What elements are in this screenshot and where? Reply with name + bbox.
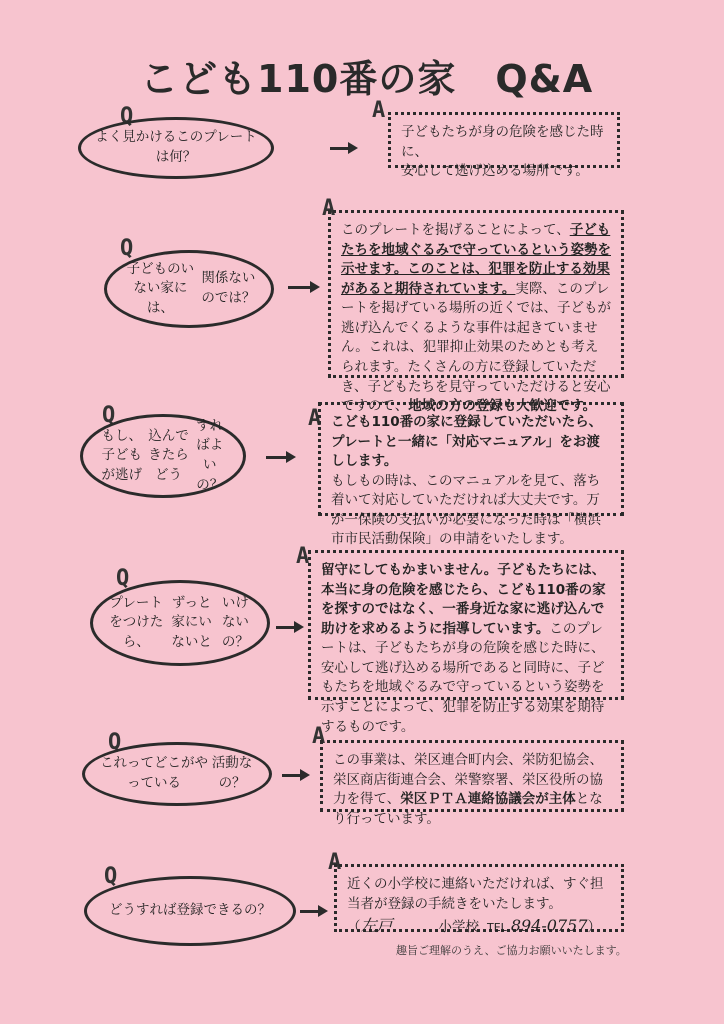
answer-4-part-2: このプレートは、子どもたちが身の危険を感じた時に、安心して逃げ込める場所であると同時に、子どもたちを地域ぐるみで守っているという姿勢を示すことによって、犯罪を防止する効果を期待するものです。 — [321, 620, 605, 735]
arrow-4 — [276, 626, 296, 629]
question-text-1: よく見かけるこのプレートは何？ — [95, 129, 257, 165]
school-suffix: 小学校 — [438, 919, 480, 936]
answer-5-part-1: この事業は、栄区連合町内会、栄防犯協会、栄区商店街連合会、栄警察署、栄区役所の協力を得て、 — [333, 752, 603, 808]
a-label-2: A — [322, 196, 336, 221]
answer-2-welcome: 地域の方の登録も大歓迎です。 — [408, 398, 597, 415]
tel-number-handwritten: 894-0757 — [510, 916, 588, 936]
question-2-line-1: 子どものいない家には、 — [126, 260, 195, 316]
answer-6-part-1: 近くの小学校に連絡いただければ、すぐ担当者が登録の手続きをいたします。 — [347, 876, 604, 912]
q-label-1: Q — [120, 104, 134, 129]
answer-3-part-2: もしもの時は、このマニュアルを見て、落ち着いて対応していただければ大丈夫です。万が一保険の支払いが必要になった時は「横浜市市民活動保険」の申請をいたします。 — [331, 472, 601, 548]
question-3-line-1: もし、子どもが逃げ — [101, 427, 142, 483]
q-label-6: Q — [104, 864, 118, 889]
question-2-line-2: 関係ないのでは？ — [201, 270, 256, 306]
question-oval-2 — [104, 250, 274, 328]
answer-box-4 — [308, 550, 624, 735]
q-label-2: Q — [120, 236, 134, 261]
q-label-5: Q — [108, 730, 122, 755]
answer-5-organizer: 栄区ＰＴＡ連絡協議会が主体 — [400, 791, 576, 808]
question-5-line-1: これってどこがやっている — [100, 755, 209, 791]
question-oval-1 — [78, 117, 274, 179]
answer-2-part-1: このプレートを掲げることによって、 — [341, 222, 570, 238]
question-5-line-2: 活動なの？ — [211, 755, 253, 791]
a-label-3: A — [308, 406, 322, 431]
arrow-3 — [266, 456, 288, 459]
answer-2-part-3: 実際、このプレートを掲げている場所の近くでは、子どもが逃げ込んでくるような事件は起きていません。これは、犯罪抑止効果のためとも考えられます。たくさんの方に登録していただき、子どもたちを見守っていただけると安心ですので、 — [341, 280, 611, 415]
q-label-3: Q — [102, 403, 116, 428]
a-label-1: A — [372, 98, 386, 123]
tel-label: TEL — [487, 921, 507, 935]
answer-box-5 — [320, 740, 624, 827]
a-label-6: A — [328, 850, 342, 875]
answer-5-part-3: となり行っています。 — [333, 791, 603, 827]
question-oval-6 — [84, 876, 296, 946]
question-text-6: どうすれば登録できるの？ — [109, 902, 271, 919]
question-3-line-3: すればよいの？ — [196, 417, 224, 493]
question-4-line-2: ずっと家にいないと — [171, 594, 212, 650]
answer-4-part-1: 留守にしてもかまいません。子どもたちには、本当に身の危険を感じたら、こども110番の家を探すのではなく、一番身近な家に逃げ込んで助けを求めるように指導しています。 — [321, 562, 606, 637]
answer-2-emphasis: 子どもたちを地域ぐるみで守っているという姿勢を示せます。このことは、犯罪を防止する効果があると期待されています。 — [341, 222, 611, 297]
a-label-4: A — [296, 544, 310, 569]
q-label-4: Q — [116, 566, 130, 591]
answer-1-line-2: 安心して逃げ込める場所です。 — [401, 163, 589, 180]
answer-box-2 — [328, 210, 624, 415]
question-4-line-1: プレートをつけたら、 — [109, 594, 164, 650]
question-4-line-3: いけないの？ — [221, 594, 249, 650]
arrow-5 — [282, 774, 302, 777]
question-oval-3 — [80, 414, 246, 498]
answer-box-3 — [318, 402, 624, 548]
arrow-1 — [330, 147, 350, 150]
answer-3-part-1: こども110番の家に登録していただいたら、プレートと一緒に「対応マニュアル」をお渡しします。 — [331, 414, 603, 470]
footer-note: 趣旨ご理解のうえ、ご協力お願いいたします。 — [396, 944, 627, 957]
question-oval-4 — [90, 580, 270, 666]
answer-1-line-1: 子どもたちが身の危険を感じた時に、 — [401, 124, 604, 160]
question-3-line-2: 込んできたらどう — [148, 427, 189, 483]
arrow-6 — [300, 910, 320, 913]
arrow-2 — [288, 286, 312, 289]
school-name-handwritten: 左戸 — [360, 916, 393, 936]
page-title: こども110番の家 Q&A — [140, 57, 594, 101]
a-label-5: A — [312, 724, 326, 749]
answer-box-1 — [388, 112, 620, 180]
answer-box-6: 近くの小学校に連絡いただければ、すぐ担当者が登録の手続きをいたします。 （左戸 小学校 TEL 894-0757） — [334, 864, 624, 932]
question-oval-5 — [82, 742, 272, 806]
